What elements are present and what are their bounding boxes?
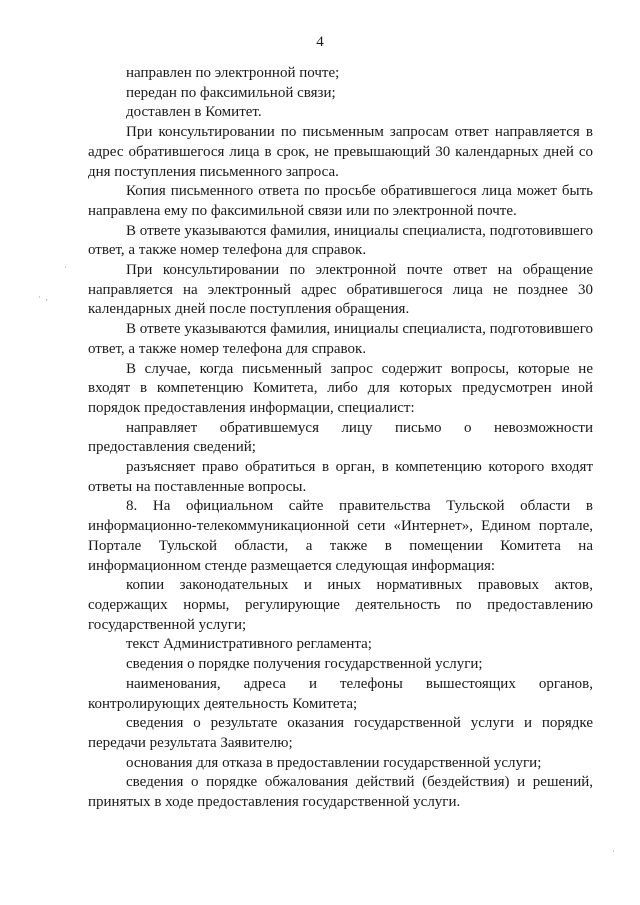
- paragraph-3: доставлен в Комитет.: [126, 104, 262, 121]
- paragraph-6: В ответе указываются фамилия, инициалы специалиста, подготовившего ответ, а также номер телефона для справок.: [88, 222, 593, 259]
- paragraph-10: направляет обратившемуся лицу письмо о невозможности предоставления сведений;: [88, 419, 593, 456]
- paragraph-9: В случае, когда письменный запрос содержит вопросы, которые не входят в компетенцию Комитета, либо для которых предусмотрен иной порядок предоставления информации, специалист:: [88, 360, 593, 416]
- paragraph-14: текст Административного регламента;: [126, 636, 372, 653]
- paragraph-1: направлен по электронной почте;: [126, 65, 340, 81]
- paragraph-16: наименования, адреса и телефоны вышестоящих органов, контролирующих деятельность Комитета;: [88, 675, 593, 712]
- paragraph-13: копии законодательных и иных нормативных правовых актов, содержащих нормы, регулирующие деятельность по предоставлению государственной услуги;: [88, 577, 593, 633]
- page-number: 4: [316, 34, 324, 50]
- paragraph-11: разъясняет право обратиться в орган, в компетенцию которого входят ответы на поставленные вопросы.: [88, 459, 593, 495]
- paragraph-2: передан по факсимильной связи;: [126, 84, 336, 101]
- scan-speck: ·: [612, 846, 615, 856]
- scan-speck: ·: [64, 262, 67, 272]
- paragraph-18: основания для отказа в предоставлении государственной услуги;: [126, 754, 542, 771]
- scan-speck: · ,: [38, 292, 48, 302]
- paragraph-5: Копия письменного ответа по просьбе обратившегося лица может быть направлена ему по факсимильной связи или по электронной почте.: [88, 183, 593, 219]
- paragraph-4: При консультировании по письменным запросам ответ направляется в адрес обратившегося лица в срок, не превышающий 30 календарных дней со дня поступления письменного запроса.: [88, 124, 593, 180]
- paragraph-7: При консультировании по электронной почте ответ на обращение направляется на электронный адрес обратившегося лица не позднее 30 календарных дней после поступления обращения.: [88, 262, 593, 318]
- paragraph-19: сведения о порядке обжалования действий (бездействия) и решений, принятых в ходе предоставления государственной услуги.: [88, 774, 593, 811]
- body-text: [88, 64, 593, 813]
- paragraph-17: сведения о результате оказания государственной услуги и порядке передачи результата Заявителю;: [88, 715, 593, 751]
- paragraph-12: 8. На официальном сайте правительства Тульской области в информационно-телекоммуникационной сети «Интернет», Едином портале, Портале Тульской области, а также в помещении Комитета на информационном стенде размещается следующая информация:: [88, 498, 593, 574]
- paragraph-15: сведения о порядке получения государственной услуги;: [126, 656, 483, 673]
- paragraph-8: В ответе указываются фамилия, инициалы специалиста, подготовившего ответ, а также номер телефона для справок.: [88, 321, 593, 357]
